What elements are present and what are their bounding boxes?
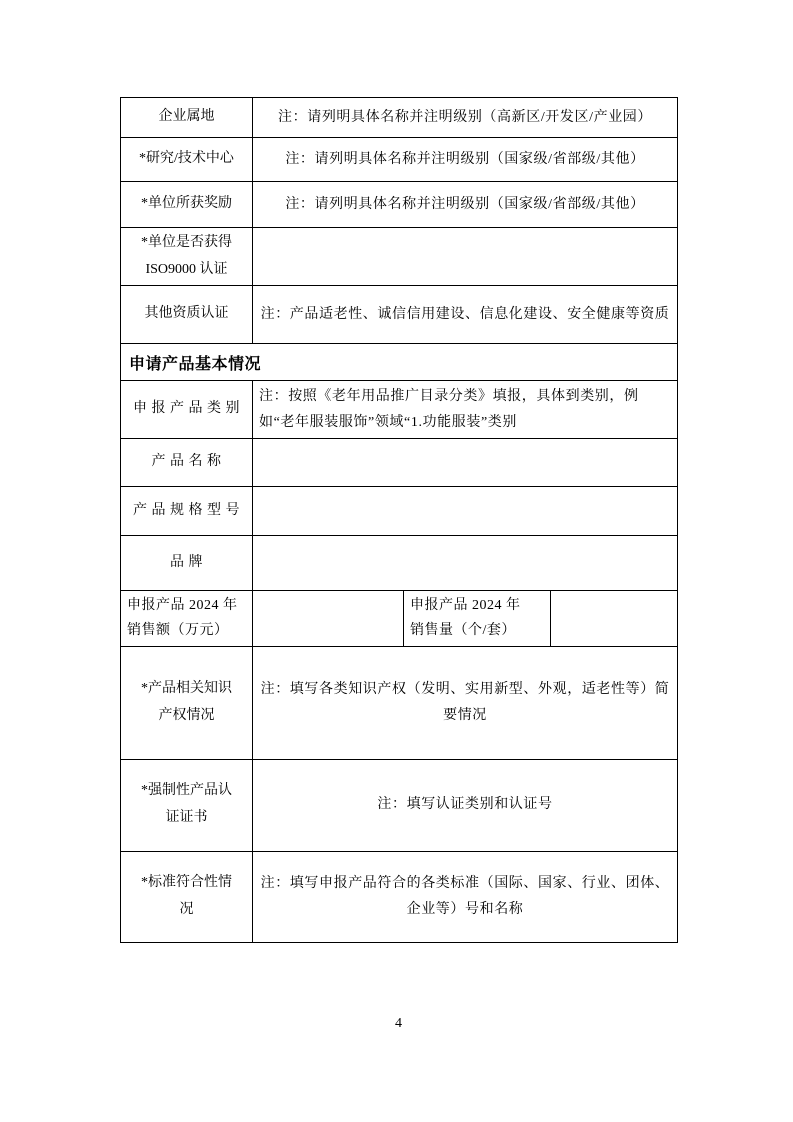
row-label-line2: 销售量（个/套）: [410, 623, 516, 639]
table-row: [121, 98, 678, 138]
note-intellectual-property: 注：填写各类知识产权（发明、实用新型、外观，适老性等）简要情况: [253, 646, 678, 759]
note-other-qualifications: 注：产品适老性、诚信信用建设、信息化建设、安全健康等资质: [253, 286, 678, 344]
input-sales-amount-2024[interactable]: [253, 591, 404, 646]
table-row: [121, 138, 678, 182]
note-research-center: 注：请列明具体名称并注明级别（国家级/省部级/其他）: [253, 138, 678, 182]
table-row: [121, 286, 678, 344]
label-product-name: [121, 439, 253, 487]
page-number: 4: [395, 1016, 402, 1031]
input-brand[interactable]: [253, 536, 678, 591]
sales-row: [121, 591, 678, 646]
row-label-line1: *强制性产品认: [141, 783, 232, 799]
input-product-spec-model[interactable]: [253, 487, 678, 536]
row-label-line1: *产品相关知识: [141, 680, 232, 696]
label-iso9000-certification: [121, 228, 253, 286]
row-label-line1: *标准符合性情: [141, 874, 232, 890]
row-label: *研究/技术中心: [139, 151, 234, 167]
table-row: [121, 228, 678, 286]
label-standard-compliance: [121, 851, 253, 942]
row-label-line2: ISO9000 认证: [145, 261, 228, 277]
table-row: [121, 851, 678, 942]
row-label-line2: 销售额（万元）: [127, 623, 229, 639]
label-sales-volume-2024: [404, 591, 551, 646]
table-row: [121, 381, 678, 439]
table-row: [121, 439, 678, 487]
row-label-line2: 产权情况: [158, 707, 215, 723]
row-label: 其他资质认证: [144, 306, 229, 322]
note-product-category: 注：按照《老年用品推广目录分类》填报，具体到类别，例如“老年服装服饰”领域“1.功能服装”类别: [253, 381, 678, 439]
label-product-category: [121, 381, 253, 439]
row-label: 产品名称: [151, 454, 226, 470]
note-unit-awards: 注：请列明具体名称并注明级别（国家级/省部级/其他）: [253, 182, 678, 228]
row-label: 企业属地: [158, 109, 215, 125]
label-intellectual-property: [121, 646, 253, 759]
row-label: 申报产品类别: [133, 401, 244, 417]
label-compulsory-certification: [121, 759, 253, 851]
label-company-location: [121, 98, 253, 138]
row-label: 品牌: [170, 554, 207, 570]
label-brand: [121, 536, 253, 591]
row-label-line1: *单位是否获得: [141, 235, 232, 250]
table-row: [121, 182, 678, 228]
row-label: *单位所获奖励: [141, 196, 232, 212]
row-label-line2: 证证书: [165, 810, 208, 826]
label-research-center: [121, 138, 253, 182]
section-header-row: [121, 344, 678, 381]
table-row: [121, 487, 678, 536]
table-row: [121, 646, 678, 759]
label-product-spec-model: [121, 487, 253, 536]
note-company-location: 注：请列明具体名称并注明级别（高新区/开发区/产业园）: [253, 98, 678, 138]
row-label-line1: 申报产品 2024 年: [410, 598, 521, 614]
table-row: [121, 759, 678, 851]
note-standard-compliance: 注：填写申报产品符合的各类标准（国际、国家、行业、团体、企业等）号和名称: [253, 851, 678, 942]
row-label: 产品规格型号: [133, 502, 244, 518]
table-row: [121, 536, 678, 591]
input-sales-volume-2024[interactable]: [551, 591, 678, 646]
row-label-line2: 况: [179, 901, 194, 917]
label-unit-awards: [121, 182, 253, 228]
note-compulsory-certification: 注：填写认证类别和认证号: [253, 759, 678, 851]
label-other-qualifications: [121, 286, 253, 344]
input-iso9000-certification[interactable]: [253, 228, 678, 286]
input-product-name[interactable]: [253, 439, 678, 487]
application-form-table: [120, 97, 678, 943]
label-sales-amount-2024: [121, 591, 253, 646]
section-header-product-basic-info: 申请产品基本情况: [121, 344, 678, 381]
row-label-line1: 申报产品 2024 年: [127, 598, 238, 614]
